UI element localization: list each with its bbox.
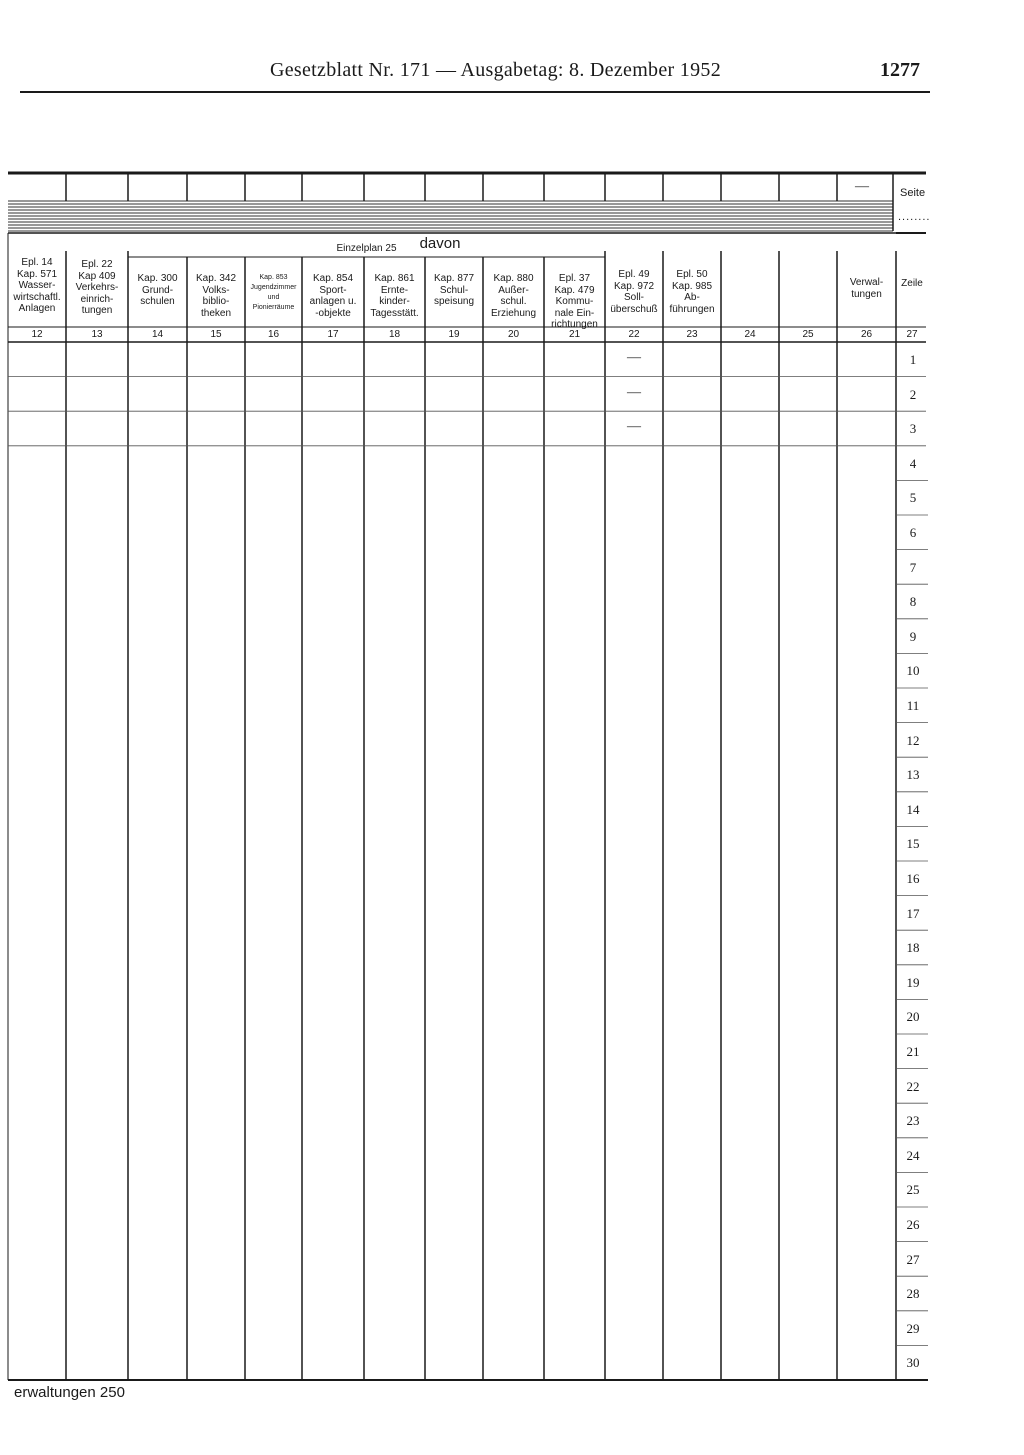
column-number-13: 13: [91, 329, 103, 340]
row-number: 28: [906, 1286, 920, 1302]
row-number: 16: [906, 871, 920, 886]
column-heading-17: Kap. 854 Sport- anlagen u. -objekte: [309, 273, 357, 319]
seite-dots: ........: [898, 211, 931, 223]
header-title: Gesetzblatt Nr. 171 — Ausgabetag: 8. Dezember 1952: [270, 59, 721, 81]
footer-note: erwaltungen 250: [14, 1384, 125, 1401]
page-number: 1277: [880, 59, 920, 81]
page-header: [0, 55, 1024, 95]
row-number: 13: [906, 767, 920, 783]
column-number-18: 18: [388, 329, 401, 340]
seite-label: Seite: [900, 187, 926, 199]
row-number: 4: [909, 455, 917, 471]
column-heading-23: Epl. 50 Kap. 985 Ab- führungen: [669, 269, 715, 315]
row-number: 29: [906, 1320, 920, 1336]
row-number: 9: [909, 628, 917, 644]
column-number-17: 17: [327, 329, 339, 340]
row-number: 10: [906, 663, 920, 679]
row-number: 27: [906, 1251, 920, 1267]
column-number-27: 27: [906, 329, 918, 340]
row-number: 5: [909, 490, 917, 506]
row-number: 26: [906, 1217, 920, 1232]
column-number-14: 14: [151, 329, 164, 340]
row-number: 11: [906, 698, 920, 713]
column-number-19: 19: [448, 329, 460, 340]
row-number: 24: [906, 1147, 920, 1163]
column-heading-14: Kap. 300 Grund- schulen: [137, 273, 178, 307]
column-number-16: 16: [267, 329, 280, 340]
row-number: 1: [909, 352, 917, 367]
top-right-dash: —: [855, 179, 869, 194]
column-number-12: 12: [31, 329, 43, 340]
column22-dash: —: [627, 384, 641, 400]
row-number: 17: [906, 905, 920, 921]
row-number: 21: [906, 1044, 920, 1059]
column-heading-12: Epl. 14 Kap. 571 Wasser- wirtschaftl. Anlagen: [13, 257, 61, 314]
column-number-24: 24: [744, 329, 756, 340]
row-number: 12: [906, 732, 920, 748]
table-grid: [0, 165, 1024, 1395]
column-number-20: 20: [507, 329, 520, 340]
row-number: 7: [909, 559, 917, 575]
column-number-22: 22: [628, 329, 640, 340]
row-number: 15: [906, 836, 920, 852]
column-number-21: 21: [568, 329, 581, 340]
davon-label: davon: [419, 235, 461, 252]
row-number: 25: [906, 1182, 920, 1198]
column-heading-20: Kap. 880 Außer- schul. Erziehung: [490, 273, 537, 319]
column-heading-13: Epl. 22 Kap 409 Verkehrs- einrich- tungen: [75, 259, 119, 316]
column-number-26: 26: [860, 329, 873, 340]
column-heading-18: Kap. 861 Ernte- kinder- Tagesstätt.: [370, 273, 419, 319]
ledger-table: [0, 165, 1024, 1395]
row-number: 22: [906, 1078, 920, 1094]
row-number: 14: [906, 801, 920, 817]
column-heading-26: Verwal- tungen: [849, 277, 884, 300]
row-number: 3: [909, 421, 917, 437]
row-number: 19: [906, 974, 920, 990]
column-heading-27: Zeile: [901, 278, 923, 289]
row-number: 30: [906, 1355, 920, 1371]
row-number: 18: [906, 940, 920, 956]
column-heading-16: Kap. 853 Jugendzimmer und Pionierräume: [250, 274, 297, 311]
row-number: 6: [909, 525, 917, 540]
column22-dash: —: [627, 350, 641, 365]
column-heading-22: Epl. 49 Kap. 972 Soll- überschuß: [610, 269, 658, 315]
column-number-15: 15: [210, 329, 222, 340]
header-rule: [20, 91, 930, 93]
column-number-25: 25: [802, 329, 814, 340]
row-number: 20: [906, 1009, 920, 1025]
row-number: 2: [909, 386, 917, 402]
einzelplan-label: Einzelplan 25: [336, 243, 397, 254]
column22-dash: —: [627, 419, 641, 435]
column-heading-15: Kap. 342 Volks- biblio- theken: [195, 273, 237, 319]
column-heading-19: Kap. 877 Schul- speisung: [433, 273, 475, 307]
column-number-23: 23: [686, 329, 698, 340]
column-heading-21: Epl. 37 Kap. 479 Kommu- nale Ein- richtungen: [551, 273, 598, 330]
row-number: 8: [909, 594, 917, 610]
row-number: 23: [906, 1113, 920, 1129]
